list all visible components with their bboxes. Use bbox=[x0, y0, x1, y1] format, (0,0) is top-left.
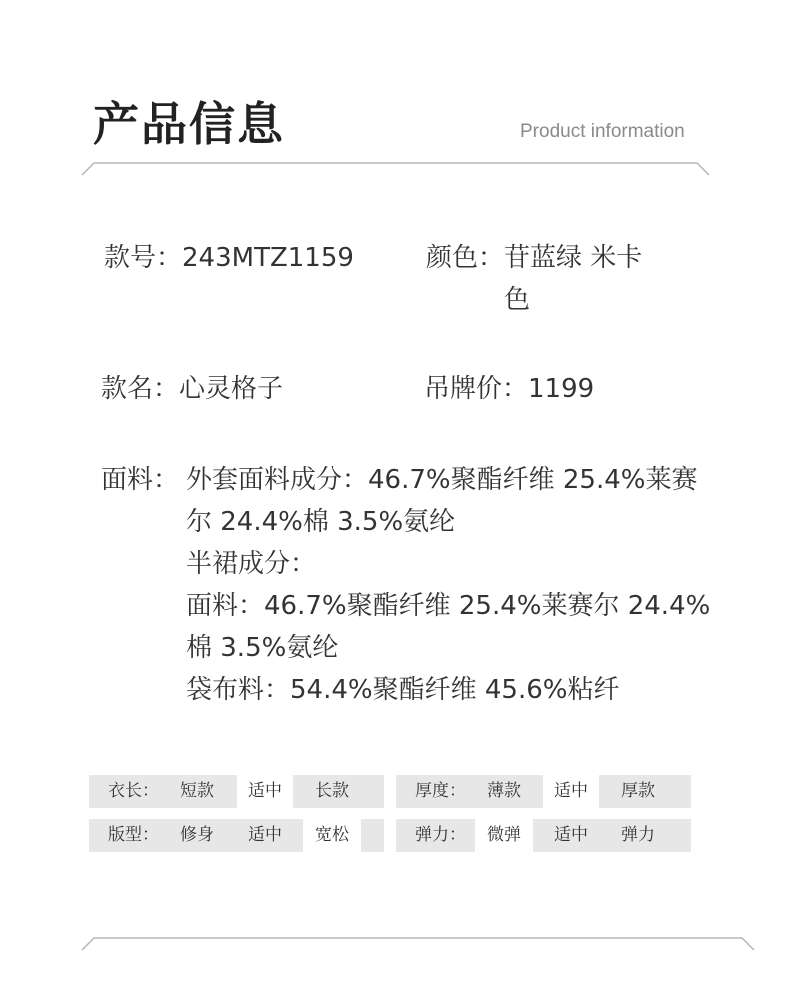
spec-option: 长款 bbox=[315, 781, 349, 801]
fabric-line: 尔 24.4%棉 3.5%氨纶 bbox=[186, 507, 456, 537]
style-number-field bbox=[104, 237, 354, 279]
color-value bbox=[504, 237, 642, 321]
fabric-line: 外套面料成分：46.7%聚酯纤维 25.4%莱赛 bbox=[186, 465, 698, 495]
fabric-composition bbox=[186, 459, 736, 711]
spec-option: 适中 bbox=[543, 775, 599, 808]
spec-label: 衣长： bbox=[108, 781, 159, 801]
color-value-line2: 色 bbox=[504, 285, 531, 315]
spec-option: 适中 bbox=[554, 825, 588, 845]
price-field bbox=[424, 368, 594, 410]
spec-option: 短款 bbox=[180, 781, 214, 801]
fabric-label: 面料： bbox=[101, 465, 180, 495]
spec-option: 弹力 bbox=[621, 825, 655, 845]
price-value: 1199 bbox=[528, 374, 595, 404]
page-subtitle: Product information bbox=[520, 121, 685, 142]
spec-option: 微弹 bbox=[475, 819, 533, 852]
spec-label: 弹力： bbox=[415, 825, 466, 845]
fabric-line: 半裙成分： bbox=[186, 549, 317, 579]
color-label: 颜色： bbox=[426, 243, 505, 273]
spec-option: 宽松 bbox=[303, 819, 361, 852]
style-name-label: 款名： bbox=[101, 374, 180, 404]
style-name-value: 心灵格子 bbox=[179, 374, 284, 404]
style-number-value: 243MTZ1159 bbox=[182, 243, 354, 273]
spec-label: 厚度： bbox=[415, 781, 466, 801]
spec-thickness bbox=[396, 775, 691, 808]
style-number-label: 款号： bbox=[104, 243, 183, 273]
spec-option: 适中 bbox=[237, 775, 293, 808]
spec-option: 厚款 bbox=[621, 781, 655, 801]
spec-option: 适中 bbox=[248, 825, 282, 845]
fabric-line: 棉 3.5%氨纶 bbox=[186, 633, 339, 663]
spec-elasticity bbox=[396, 819, 691, 852]
color-field bbox=[426, 237, 642, 321]
fabric-line: 面料：46.7%聚酯纤维 25.4%莱赛尔 24.4% bbox=[186, 591, 711, 621]
spec-label: 版型： bbox=[108, 825, 159, 845]
spec-option: 修身 bbox=[180, 825, 214, 845]
spec-length bbox=[89, 775, 384, 808]
spec-fit bbox=[89, 819, 384, 852]
style-name-field bbox=[101, 368, 283, 410]
price-label: 吊牌价： bbox=[424, 374, 529, 404]
page-title: 产品信息 bbox=[93, 97, 285, 151]
bottom-divider bbox=[82, 938, 754, 950]
spec-option: 薄款 bbox=[487, 781, 521, 801]
fabric-line: 袋布料：54.4%聚酯纤维 45.6%粘纤 bbox=[186, 675, 620, 705]
color-value-line1: 苷蓝绿 米卡 bbox=[504, 243, 643, 273]
